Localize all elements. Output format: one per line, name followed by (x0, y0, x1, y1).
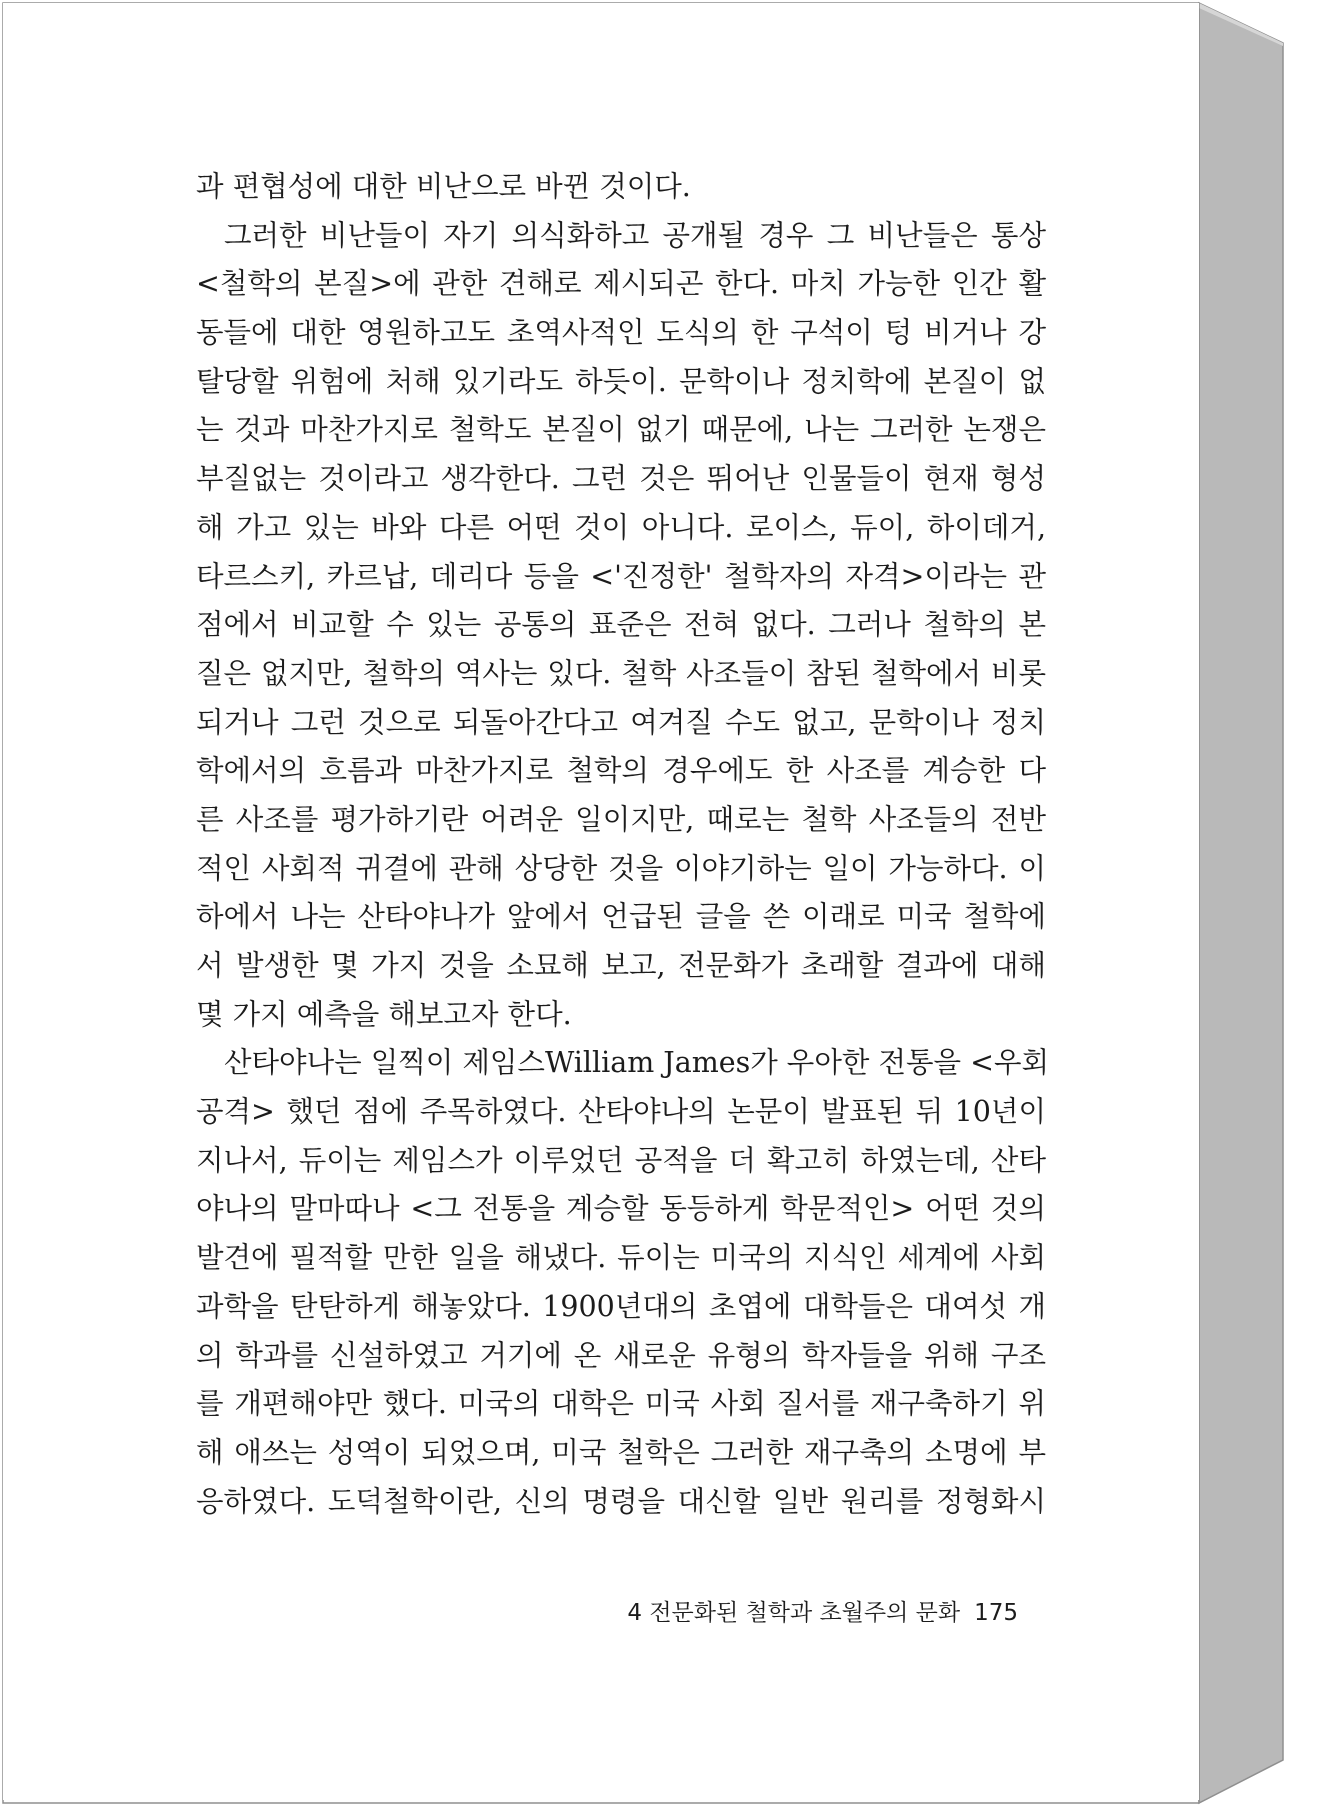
text-line: 그러한 비난들이 자기 의식화하고 공개될 경우 그 비난들은 통상 (224, 218, 1046, 252)
text-line: 학에서의 흐름과 마찬가지로 철학의 경우에도 한 사조를 계승한 다 (196, 754, 1046, 788)
body-text (196, 163, 1050, 1526)
text-line: 른 사조를 평가하기란 어려운 일이지만, 때로는 철학 사조들의 전반 (196, 802, 1046, 836)
text-line: 산타야나는 일찍이 제임스William James가 우아한 전통을 <우회 (224, 1046, 1050, 1080)
text-line: 서 발생한 몇 가지 것을 소묘해 보고, 전문화가 초래할 결과에 대해 (196, 949, 1046, 982)
text-line: 점에서 비교할 수 있는 공통의 표준은 전혀 없다. 그러나 철학의 본 (196, 608, 1046, 642)
text-line: 되거나 그런 것으로 되돌아간다고 여겨질 수도 없고, 문학이나 정치 (196, 705, 1046, 739)
text-line: 응하였다. 도덕철학이란, 신의 명령을 대신할 일반 원리를 정형화시 (196, 1484, 1046, 1518)
text-line: 의 학과를 신설하였고 거기에 온 새로운 유형의 학자들을 위해 구조 (196, 1338, 1046, 1372)
text-line: 몇 가지 예측을 해보고자 한다. (196, 997, 572, 1031)
text-line: 적인 사회적 귀결에 관해 상당한 것을 이야기하는 일이 가능하다. 이 (196, 851, 1046, 885)
page (3, 3, 1199, 1800)
running-footer (3, 1594, 1018, 1627)
text-line: 과학을 탄탄하게 해놓았다. 1900년대의 초엽에 대학들은 대여섯 개 (196, 1289, 1046, 1323)
chapter-title: 4 전문화된 철학과 초월주의 문화 (627, 1600, 961, 1626)
text-line: 지나서, 듀이는 제임스가 이루었던 공적을 더 확고히 하였는데, 산타 (196, 1143, 1046, 1177)
text-line: 타르스키, 카르납, 데리다 등을 <'진정한' 철학자의 자격>이라는 관 (196, 559, 1046, 593)
text-line: 과 편협성에 대한 비난으로 바뀐 것이다. (196, 170, 691, 203)
page-number: 175 (974, 1600, 1018, 1626)
text-line: 공격> 했던 점에 주목하였다. 산타야나의 논문이 발표된 뒤 10년이 (196, 1095, 1046, 1129)
text-line: <철학의 본질>에 관한 견해로 제시되곤 한다. 마치 가능한 인간 활 (196, 267, 1046, 301)
text-line: 탈당할 위험에 처해 있기라도 하듯이. 문학이나 정치학에 본질이 없 (196, 364, 1046, 398)
text-line: 동들에 대한 영원하고도 초역사적인 도식의 한 구석이 텅 비거나 강 (196, 316, 1046, 350)
text-line: 해 가고 있는 바와 다른 어떤 것이 아니다. 로이스, 듀이, 하이데거, (196, 510, 1046, 544)
text-line: 발견에 필적할 만한 일을 해냈다. 듀이는 미국의 지식인 세계에 사회 (196, 1241, 1046, 1275)
text-line: 야나의 말마따나 <그 전통을 계승할 동등하게 학문적인> 어떤 것의 (196, 1192, 1046, 1226)
text-line: 질은 없지만, 철학의 역사는 있다. 철학 사조들이 참된 철학에서 비롯 (196, 656, 1046, 690)
text-line: 를 개편해야만 했다. 미국의 대학은 미국 사회 질서를 재구축하기 위 (196, 1387, 1046, 1421)
text-line: 하에서 나는 산타야나가 앞에서 언급된 글을 쓴 이래로 미국 철학에 (196, 900, 1046, 934)
text-line: 는 것과 마찬가지로 철학도 본질이 없기 때문에, 나는 그러한 논쟁은 (196, 413, 1046, 447)
text-line: 부질없는 것이라고 생각한다. 그런 것은 뛰어난 인물들이 현재 형성 (196, 462, 1046, 496)
book-side-edge (1199, 3, 1283, 1803)
text-line: 해 애쓰는 성역이 되었으며, 미국 철학은 그러한 재구축의 소명에 부 (196, 1435, 1046, 1469)
